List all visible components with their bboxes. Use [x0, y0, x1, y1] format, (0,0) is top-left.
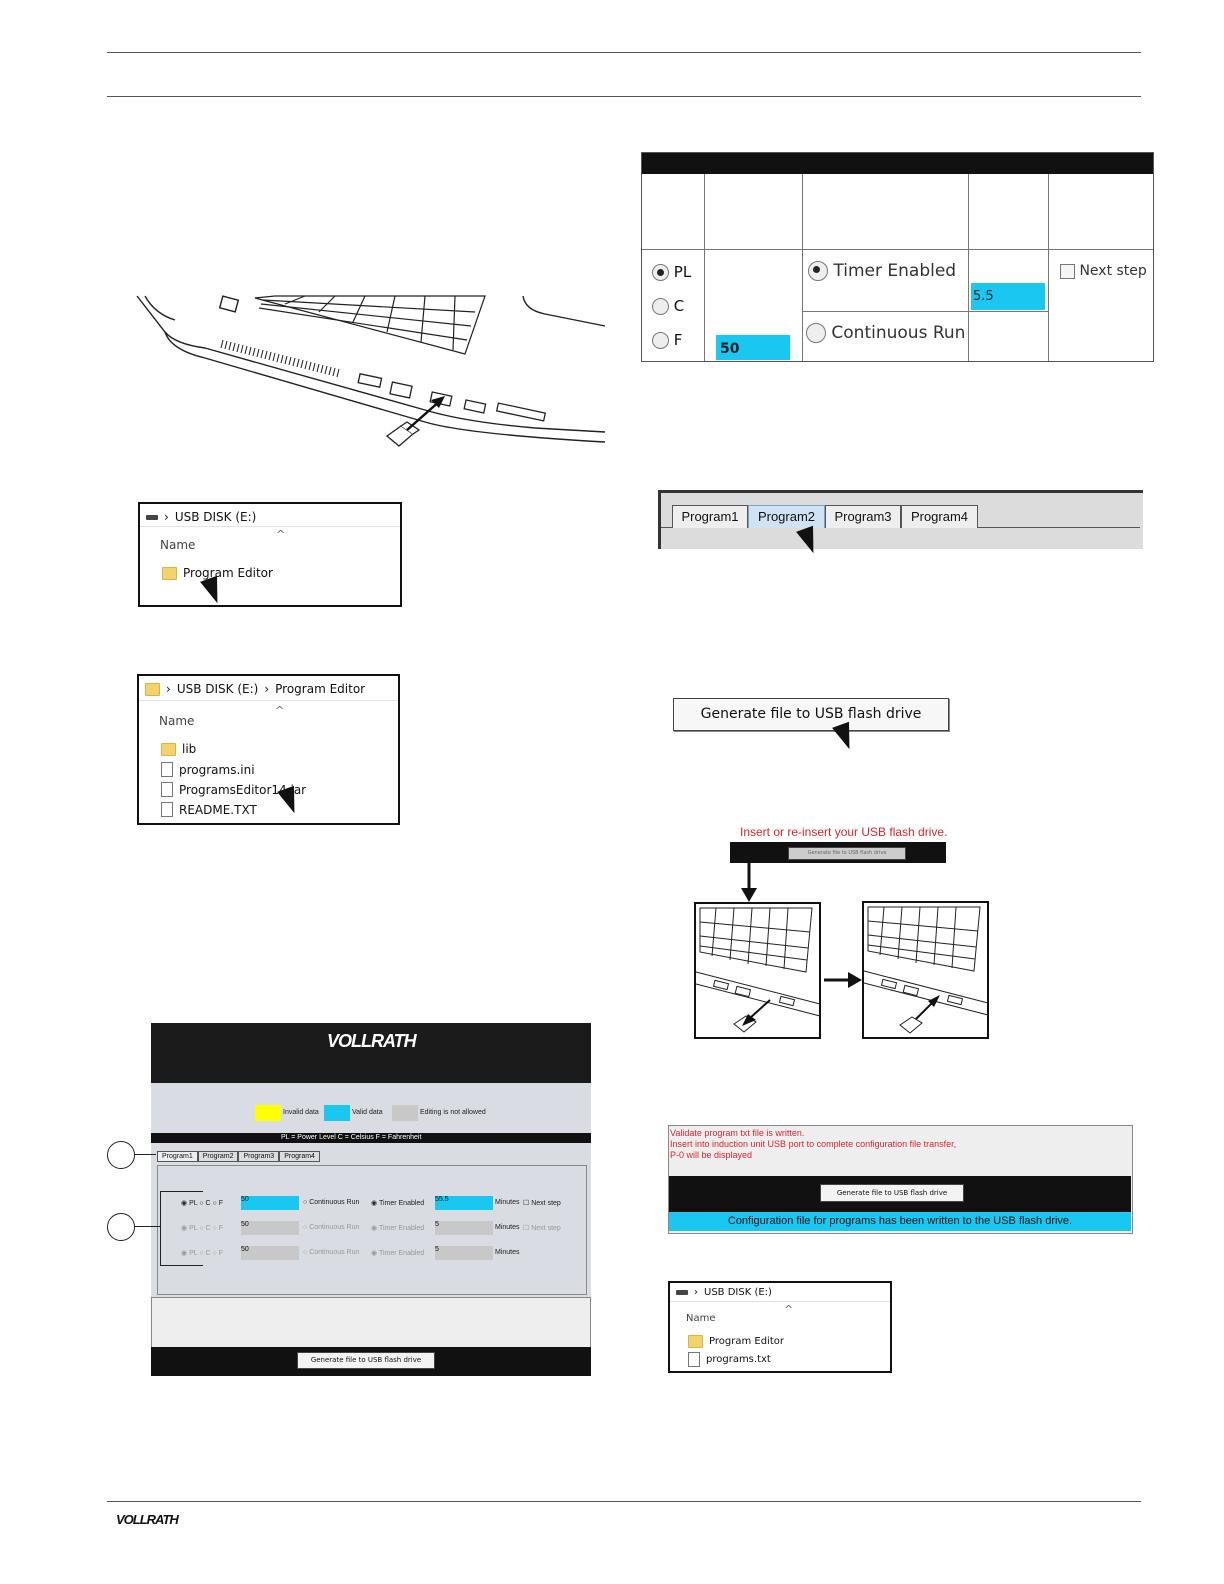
legend-valid-swatch	[324, 1105, 350, 1121]
java-file-icon	[161, 782, 173, 797]
list-item-program-editor[interactable]: Program Editor	[162, 566, 273, 580]
app-row-1-time[interactable]: 55.5	[435, 1196, 493, 1210]
radio-unselected-icon	[806, 323, 826, 343]
radio-continuous-run[interactable]: Continuous Run	[806, 323, 965, 343]
radio-timer-enabled[interactable]: Timer Enabled	[808, 261, 956, 281]
breadcrumb	[146, 510, 256, 524]
app-row-3-unit: Minutes	[495, 1249, 520, 1256]
sort-caret-icon: ^	[784, 1303, 794, 1316]
program-editor-app	[151, 1023, 591, 1376]
breadcrumb-chevron-icon: ›	[264, 682, 270, 696]
app-row-2-time: 5	[435, 1221, 493, 1235]
status-line-3: P-0 will be displayed	[670, 1150, 753, 1160]
folder-icon	[162, 567, 177, 580]
callout-2	[107, 1213, 135, 1241]
app-row-2: ◉ PL ○ C ○ F	[181, 1225, 223, 1232]
tab-program4[interactable]: Program4	[901, 505, 978, 528]
callout-1	[107, 1141, 135, 1169]
app-row-1-next[interactable]: ☐ Next step	[523, 1200, 561, 1207]
table-header-bar	[642, 153, 1153, 174]
app-row-2-next: ☐ Next step	[523, 1225, 561, 1232]
status-line-2: Insert into induction unit USB port to complete configuration file transfer,	[670, 1139, 957, 1149]
legend-noedit-swatch	[392, 1105, 418, 1121]
breadcrumb-usb-disk[interactable]: USB DISK (E:)	[176, 682, 259, 696]
breadcrumb-usb-disk[interactable]: USB DISK (E:)	[704, 1287, 772, 1298]
folder-icon	[145, 683, 160, 696]
status-line-1: Validate program txt file is written.	[670, 1128, 805, 1138]
radio-selected-icon	[652, 264, 669, 281]
folder-icon	[161, 743, 176, 756]
laptop-usb-illustration	[135, 292, 607, 460]
app-bottom-panel	[151, 1297, 591, 1349]
breadcrumb-usb-disk[interactable]: USB DISK (E:)	[174, 510, 257, 524]
legend-noedit-label: Editing is not allowed	[420, 1109, 486, 1116]
name-column-header[interactable]: Name	[159, 714, 195, 728]
time-value-field[interactable]: 5.5	[971, 283, 1045, 310]
explorer-window-usb-root	[138, 502, 402, 607]
radio-unselected-icon	[652, 298, 669, 315]
arrow-right-icon	[824, 970, 862, 990]
next-step-checkbox[interactable]: Next step	[1060, 263, 1147, 279]
breadcrumb-chevron-icon: ›	[694, 1287, 698, 1298]
app-generate-button[interactable]: Generate file to USB flash drive	[297, 1352, 435, 1369]
folder-icon	[688, 1335, 703, 1348]
radio-c[interactable]: C	[652, 297, 684, 315]
footer-rule	[107, 1501, 1141, 1502]
drive-icon	[676, 1290, 688, 1295]
name-column-header[interactable]: Name	[686, 1313, 716, 1324]
list-item-readme[interactable]: README.TXT	[161, 802, 257, 817]
callout-2-bracket	[160, 1191, 203, 1266]
explorer-window-usb-result	[668, 1281, 892, 1373]
app-row-2-continuous: ○ Continuous Run	[303, 1224, 360, 1231]
app-row-3-value: 50	[241, 1246, 299, 1260]
settings-file-icon	[161, 762, 173, 777]
text-file-icon	[688, 1352, 700, 1367]
remove-usb-illustration	[694, 902, 821, 1039]
footer-logo: VOLLRATH	[116, 1512, 178, 1527]
sort-caret-icon: ^	[275, 704, 285, 717]
status-generate-button[interactable]: Generate file to USB flash drive	[820, 1184, 964, 1202]
app-row-1-continuous[interactable]: ○ Continuous Run	[303, 1199, 360, 1206]
radio-unselected-icon	[652, 332, 669, 349]
callout-2-leader	[134, 1226, 160, 1227]
app-tab-2[interactable]: Program2	[198, 1151, 239, 1162]
list-item-programs-txt[interactable]: programs.txt	[688, 1352, 771, 1367]
app-row-3-timer: ◉ Timer Enabled	[371, 1250, 425, 1257]
explorer-window-program-editor	[137, 674, 400, 825]
radio-pl[interactable]: PL	[652, 263, 691, 281]
legend-invalid-swatch	[255, 1105, 281, 1121]
app-row-3-continuous: ○ Continuous Run	[303, 1249, 360, 1256]
app-tabs	[157, 1151, 320, 1162]
app-row-1-value[interactable]: 50	[241, 1196, 299, 1210]
app-row-1: ◉ PL ○ C ○ F	[181, 1200, 223, 1207]
breadcrumb-program-editor[interactable]: Program Editor	[275, 682, 366, 696]
drive-icon	[146, 515, 158, 520]
checkbox-icon	[1060, 264, 1075, 279]
header-rule-bottom	[107, 96, 1141, 97]
legend-valid-label: Valid data	[352, 1109, 383, 1116]
app-tab-4[interactable]: Program4	[279, 1151, 320, 1162]
app-tab-3[interactable]: Program3	[238, 1151, 279, 1162]
list-item-programs-ini[interactable]: programs.ini	[161, 762, 255, 777]
app-tab-1[interactable]: Program1	[157, 1151, 198, 1162]
breadcrumb-chevron-icon: ›	[164, 510, 169, 524]
app-row-3: ◉ PL ○ C ○ F	[181, 1250, 223, 1257]
list-item-lib[interactable]: lib	[161, 742, 196, 756]
tab-program3[interactable]: Program3	[825, 505, 901, 528]
radio-selected-icon	[808, 261, 828, 281]
app-row-1-unit: Minutes	[495, 1199, 520, 1206]
name-column-header[interactable]: Name	[160, 538, 196, 552]
prompt-generate-button[interactable]: Generate file to USB flash drive	[788, 847, 906, 860]
app-row-2-value: 50	[241, 1221, 299, 1235]
text-file-icon	[161, 802, 173, 817]
header-rule-top	[107, 52, 1141, 53]
app-row-1-timer[interactable]: ◉ Timer Enabled	[371, 1200, 425, 1207]
power-value-field[interactable]: 50	[716, 335, 790, 360]
pointer-cursor-icon	[200, 576, 226, 607]
key-line: PL = Power Level C = Celsius F = Fahrenheit	[281, 1134, 422, 1141]
legend-invalid-label: Invalid data	[283, 1109, 319, 1116]
breadcrumb	[145, 682, 365, 696]
tab-program2[interactable]: Program2	[748, 505, 825, 528]
breadcrumb-chevron-icon: ›	[166, 682, 171, 696]
callout-1-leader	[134, 1154, 156, 1155]
insert-usb-illustration	[862, 901, 989, 1039]
status-success-banner: Configuration file for programs has been written to the USB flash drive.	[669, 1212, 1131, 1231]
app-row-2-unit: Minutes	[495, 1224, 520, 1231]
app-logo: VOLLRATH	[327, 1031, 416, 1051]
app-row-3-time: 5	[435, 1246, 493, 1260]
generate-file-button[interactable]: Generate file to USB flash drive	[673, 698, 949, 731]
app-row-2-timer: ◉ Timer Enabled	[371, 1225, 425, 1232]
sort-caret-icon: ^	[276, 528, 286, 541]
list-item-programs-editor-jar[interactable]: ProgramsEditor14.jar	[161, 782, 306, 797]
breadcrumb	[676, 1287, 772, 1298]
tab-program1[interactable]: Program1	[672, 505, 748, 528]
program-settings-table	[641, 152, 1154, 362]
radio-f[interactable]: F	[652, 331, 682, 349]
list-item-program-editor[interactable]: Program Editor	[688, 1335, 784, 1348]
insert-usb-prompt: Insert or re-insert your USB flash drive.	[740, 825, 948, 839]
arrow-down-icon	[738, 862, 760, 902]
